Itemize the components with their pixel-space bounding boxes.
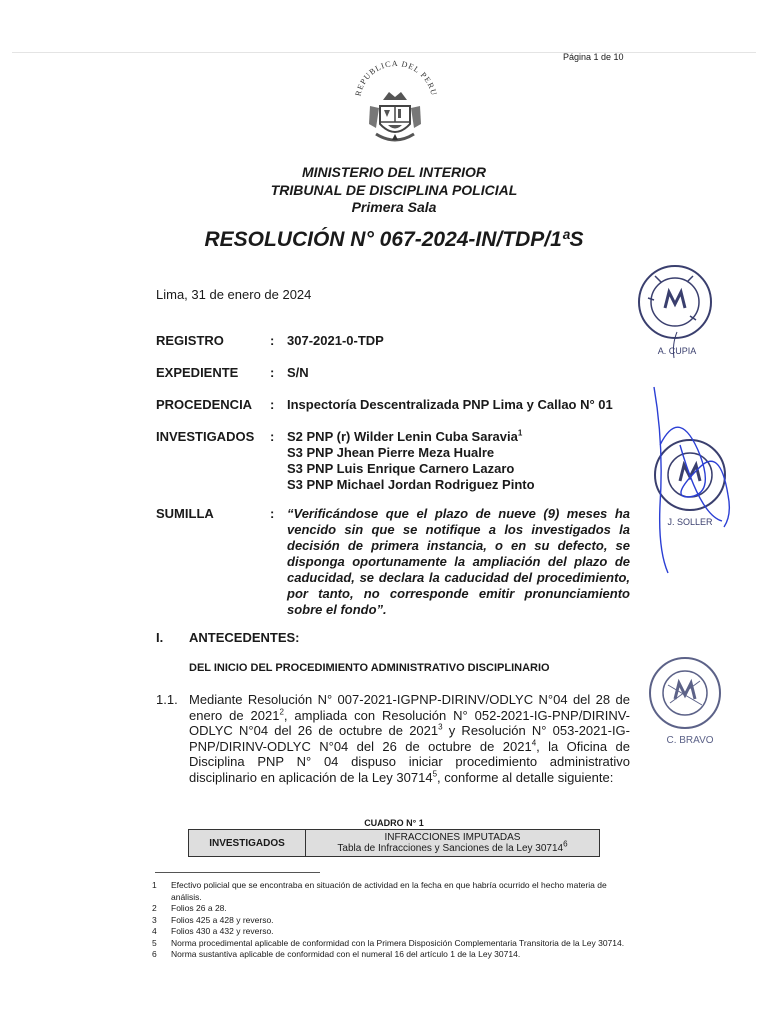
procedencia-colon: : [270,397,275,412]
table-header-investigados: INVESTIGADOS [189,830,306,857]
investigados-list [287,429,535,493]
footnote: 4 Folios 430 a 432 y reverso. [152,926,274,936]
investigado-item: S2 PNP (r) Wilder Lenin Cuba Saravia$^1$ [287,428,523,444]
investigado-item: S3 PNP Michael Jordan Rodriguez Pinto [287,477,535,492]
registro-label: REGISTRO [156,333,224,348]
registro-colon: : [270,333,275,348]
sumilla-text: “Verificándose que el plazo de nueve (9) meses ha vencido sin que se notifique a los investigados la decisión de primera instancia, o en su defecto, se disponga oportunamente la ampliación del plazo de caducidad, se declara la caducidad del procedimiento, por tanto, no corresponde emitir pronunciamiento sobre el fondo”. [287,506,630,617]
investigados-label: INVESTIGADOS [156,429,255,444]
procedencia-value: Inspectoría Descentralizada PNP Lima y Callao N° 01 [287,397,613,412]
footnote: 3 Folios 425 a 428 y reverso. [152,914,274,925]
svg-text:REPUBLICA DEL PERU [353,60,438,97]
crest-arc-text: REPUBLICA DEL PERU [353,60,439,97]
expediente-value: S/N [287,365,309,380]
stamp-signer-name: J. SOLLER [667,517,713,527]
page-number: Página 1 de 10 [563,52,624,62]
section-subtitle: DEL INICIO DEL PROCEDIMIENTO ADMINISTRATIVO DISCIPLINARIO [189,662,550,674]
coat-of-arms-icon [340,60,450,150]
signature-icon [654,387,729,573]
paragraph-number: 1.1. [156,692,178,707]
expediente-colon: : [270,365,275,380]
header-sala: Primera Sala [351,199,437,215]
expediente-label: EXPEDIENTE [156,365,239,380]
registro-value: 307-2021-0-TDP [287,333,384,348]
investigados-colon: : [270,429,275,444]
header-ministry: MINISTERIO DEL INTERIOR [301,164,487,180]
footnotes [152,880,632,961]
footnote-ref: 6 [563,839,568,849]
stamp-signer-name: C. BRAVO [666,735,714,746]
paragraph-1-1: Mediante Resolución N° 007-2021-IGPNP-DIRINV/ODLYC N°04 del 28 de enero de 2021$^2$, ampliada con Resolución N° 052-2021-IG-PNP/DIRINV-ODLYC N°04 del 26 de octubre de 2021$^3$ y Resolución N° 053-2021-IG-PNP/DIRINV-ODLYC N°04 del 26 de octubre de 2021$^4$, la Oficina de Disciplina PNP N° 04 dispuso iniciar procedimiento administrativo disciplinario en aplicación de la Ley 30714$^5$, conforme al detalle siguiente: [189,692,631,785]
stamp-signer-name: A. CUPIA [657,346,697,356]
footnote-ref: 5 [432,769,438,779]
investigado-item: S3 PNP Luis Enrique Carnero Lazaro [287,461,515,476]
footnote-rule [155,872,320,873]
seal-stamp-icon [632,262,722,362]
footnote: 2 Folios 26 a 28. [152,903,227,913]
seal-stamp-icon [640,655,735,750]
seal-stamp-icon [640,385,740,575]
header-tribunal: TRIBUNAL DE DISCIPLINA POLICIAL [270,182,518,198]
footnote-ref: 2 [279,707,284,717]
footnote-ref: 1 [517,428,523,438]
table-caption: CUADRO N° 1 [364,818,424,828]
footnote-ref: 4 [531,738,537,748]
table-header-infracciones: INFRACCIONES IMPUTADAS Tabla de Infracciones y Sanciones de la Ley 30714$^6$ [306,830,600,857]
header-rule [12,52,756,53]
sumilla-colon: : [270,506,275,521]
footnote: 5 Norma procedimental aplicable de conformidad con la Primera Disposición Complementaria Transitoria de la Ley 30714. [152,937,625,948]
infractions-table [188,829,600,857]
section-title: ANTECEDENTES: [189,630,300,645]
footnote: 6 Norma sustantiva aplicable de conformidad con el numeral 16 del artículo 1 de la Ley 30714. [152,949,521,959]
section-number: I. [156,630,164,645]
procedencia-label: PROCEDENCIA [156,397,253,412]
sumilla-label: SUMILLA [156,506,214,521]
investigado-item: S3 PNP Jhean Pierre Meza Hualre [287,445,495,460]
resolution-title: RESOLUCIÓN N° 067-2024-IN/TDP/1ªS [204,228,584,251]
resolution-date: Lima, 31 de enero de 2024 [156,287,312,302]
footnote: 1 Efectivo policial que se encontraba en situación de actividad en la fecha en que habría ocurrido el hecho materia de análisis. [152,880,607,902]
footnote-ref: 3 [438,722,443,732]
